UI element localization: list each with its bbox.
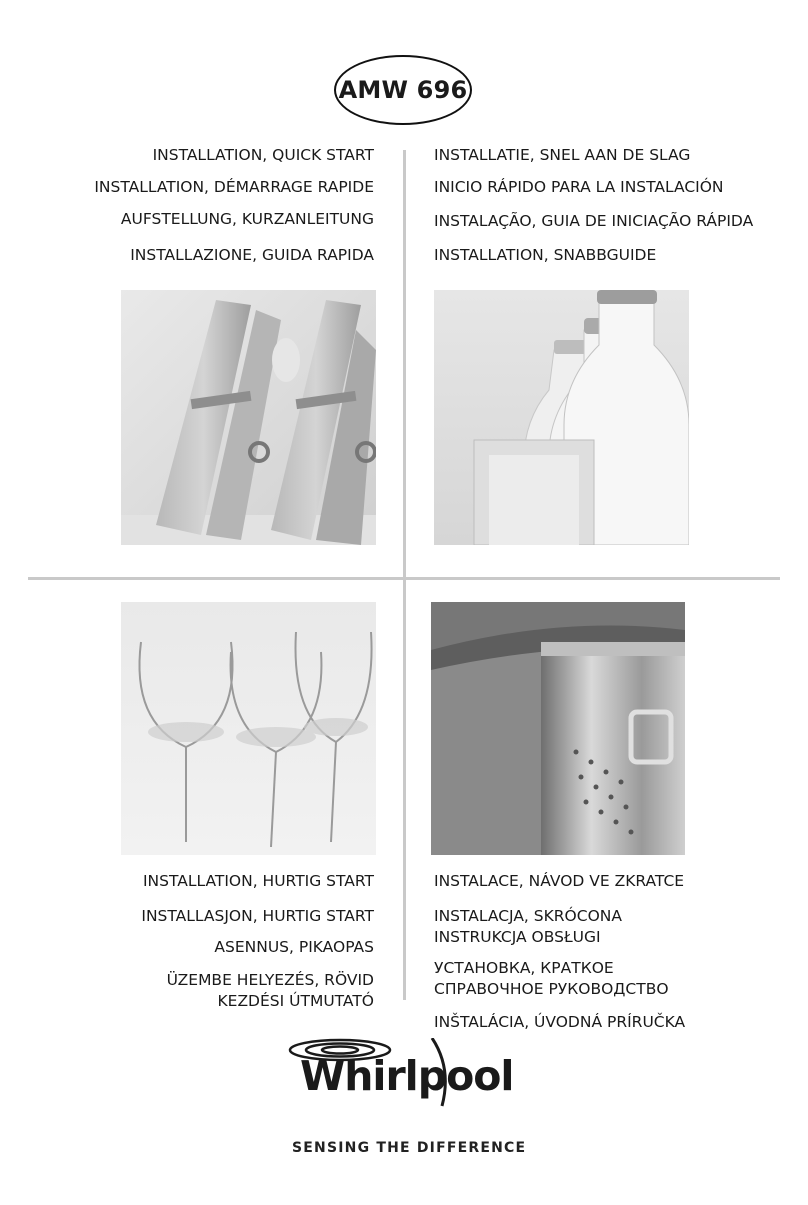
title-fi: ASENNUS, PIKAOPAS [214, 938, 374, 956]
vertical-divider-top [403, 150, 406, 580]
model-badge [334, 55, 472, 125]
title-pt: INSTALAÇÃO, GUIA DE INICIAÇÃO RÁPIDA [434, 212, 754, 230]
title-nl: INSTALLATIE, SNEL AAN DE SLAG [434, 146, 691, 164]
title-pl-line2: INSTRUKCJA OBSŁUGI [434, 928, 601, 946]
title-no: INSTALLASJON, HURTIG START [141, 907, 374, 925]
titles-bottom-left [141, 872, 374, 1011]
title-cs: INSTALACE, NÁVOD VE ZKRATCE [434, 872, 685, 890]
title-sv: INSTALLATION, SNABBGUIDE [434, 246, 657, 264]
title-sk: INŠTALÁCIA, ÚVODNÁ PRÍRUČKA [434, 1013, 686, 1031]
whirlpool-logo [282, 1038, 522, 1108]
clothespins-photo [121, 290, 376, 545]
model-number: AMW 696 [338, 76, 468, 104]
title-es: INICIO RÁPIDO PARA LA INSTALACIÓN [434, 178, 724, 196]
brand-tagline: SENSING THE DIFFERENCE [292, 1140, 527, 1156]
title-hu-line2: KEZDÉSI ÚTMUTATÓ [217, 992, 374, 1010]
colander-photo [431, 602, 685, 855]
wine-glasses-photo [121, 602, 376, 855]
title-da: INSTALLATION, HURTIG START [142, 872, 374, 890]
title-ru-line1: УСТАНОВКА, КРАТКОЕ [434, 959, 614, 977]
titles-top-left [94, 146, 374, 265]
title-en: INSTALLATION, QUICK START [152, 146, 374, 164]
brand-name: Whirlpool [300, 1052, 514, 1100]
title-de: AUFSTELLUNG, KURZANLEITUNG [120, 210, 374, 228]
title-fr: INSTALLATION, DÉMARRAGE RAPIDE [94, 178, 374, 196]
milk-bottles-photo [434, 290, 689, 545]
titles-top-right [434, 146, 753, 265]
vertical-divider-bottom [403, 580, 406, 1000]
titles-bottom-right [434, 872, 685, 1032]
title-ru-line2: СПРАВОЧНОЕ РУКОВОДСТВО [434, 980, 669, 998]
title-pl-line1: INSTALACJA, SKRÓCONA [434, 907, 622, 925]
title-it: INSTALLAZIONE, GUIDA RAPIDA [130, 246, 374, 264]
title-hu-line1: ÜZEMBE HELYEZÉS, RÖVID [166, 971, 374, 989]
